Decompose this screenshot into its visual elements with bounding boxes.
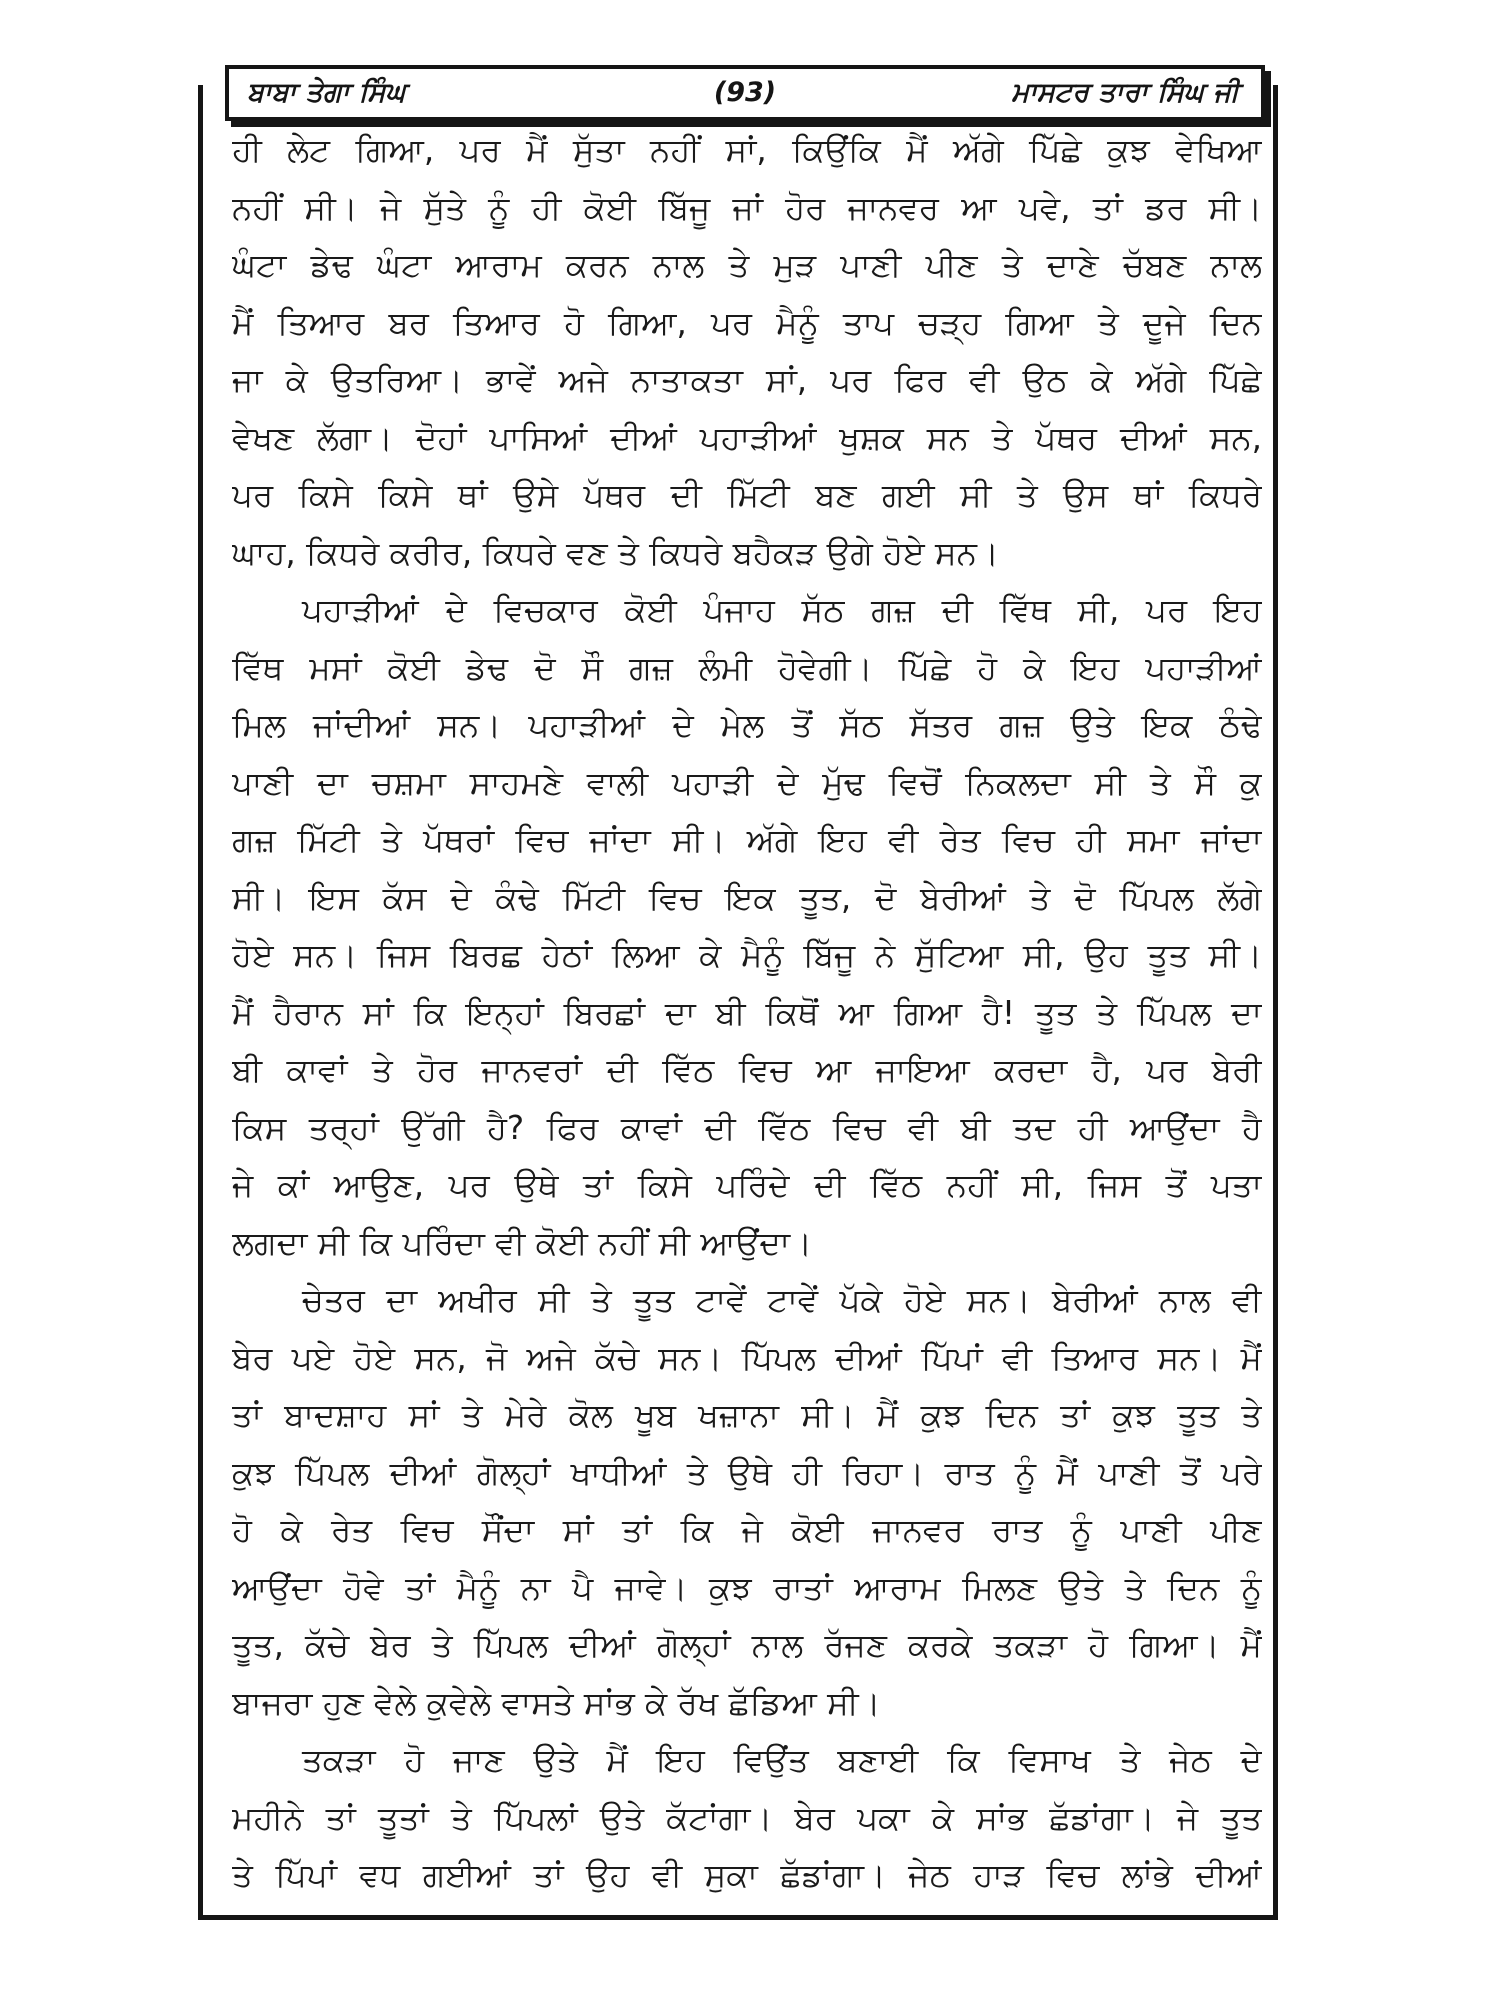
- text-line: ਤਾਂ ਬਾਦਸ਼ਾਹ ਸਾਂ ਤੇ ਮੇਰੇ ਕੋਲ ਖੂਬ ਖਜ਼ਾਨਾ ਸੀ। ਮੈਂ ਕੁਝ ਦਿਨ ਤਾਂ ਕੁਝ ਤੂਤ ਤੇ: [232, 1396, 1262, 1434]
- text-line: ਪਰ ਕਿਸੇ ਕਿਸੇ ਥਾਂ ਉਸੇ ਪੱਥਰ ਦੀ ਮਿੱਟੀ ਬਣ ਗਈ ਸੀ ਤੇ ਉਸ ਥਾਂ ਕਿਧਰੇ: [232, 476, 1262, 514]
- text-line: ਤਕੜਾ ਹੋ ਜਾਣ ਉਤੇ ਮੈਂ ਇਹ ਵਿਉਂਤ ਬਣਾਈ ਕਿ ਵਿਸਾਖ ਤੇ ਜੇਠ ਦੇ: [302, 1741, 1262, 1779]
- text-line: ਆਉਂਦਾ ਹੋਵੇ ਤਾਂ ਮੈਨੂੰ ਨਾ ਪੈ ਜਾਵੇ। ਕੁਝ ਰਾਤਾਂ ਆਰਾਮ ਮਿਲਣ ਉਤੇ ਤੇ ਦਿਨ ਨੂੰ: [232, 1568, 1262, 1607]
- header-author: ਮਾਸਟਰ ਤਾਰਾ ਸਿੰਘ ਜੀ: [1011, 77, 1239, 108]
- text-line: ਕੁਝ ਪਿੱਪਲ ਦੀਆਂ ਗੋਲ੍ਹਾਂ ਖਾਧੀਆਂ ਤੇ ਉਥੇ ਹੀ ਰਿਹਾ। ਰਾਤ ਨੂੰ ਮੈਂ ਪਾਣੀ ਤੋਂ ਪਰੇ: [232, 1453, 1262, 1492]
- text-line: ਮੈਂ ਹੈਰਾਨ ਸਾਂ ਕਿ ਇਨ੍ਹਾਂ ਬਿਰਛਾਂ ਦਾ ਬੀ ਕਿਥੋਂ ਆ ਗਿਆ ਹੈ! ਤੂਤ ਤੇ ਪਿੱਪਲ ਦਾ: [232, 993, 1262, 1032]
- text-line: ਤੇ ਪਿੱਪਾਂ ਵਧ ਗਈਆਂ ਤਾਂ ਉਹ ਵੀ ਸੁਕਾ ਛੱਡਾਂਗਾ। ਜੇਠ ਹਾੜ ਵਿਚ ਲਾਂਭੇ ਦੀਆਂ: [232, 1856, 1262, 1894]
- header-book-title: ਬਾਬਾ ਤੇਗਾ ਸਿੰਘ: [247, 77, 406, 108]
- text-line: ਲਗਦਾ ਸੀ ਕਿ ਪਰਿੰਦਾ ਵੀ ਕੋਈ ਨਹੀਂ ਸੀ ਆਉਂਦਾ।: [232, 1223, 812, 1262]
- text-line: ਮਿਲ ਜਾਂਦੀਆਂ ਸਨ। ਪਹਾੜੀਆਂ ਦੇ ਮੇਲ ਤੋਂ ਸੱਠ ਸੱਤਰ ਗਜ਼ ਉਤੇ ਇਕ ਠੰਢੇ: [232, 706, 1262, 744]
- text-line: ਪਹਾੜੀਆਂ ਦੇ ਵਿਚਕਾਰ ਕੋਈ ਪੰਜਾਹ ਸੱਠ ਗਜ਼ ਦੀ ਵਿੱਥ ਸੀ, ਪਰ ਇਹ: [302, 591, 1262, 629]
- text-line: ਸੀ। ਇਸ ਕੱਸ ਦੇ ਕੰਢੇ ਮਿੱਟੀ ਵਿਚ ਇਕ ਤੂਤ, ਦੋ ਬੇਰੀਆਂ ਤੇ ਦੋ ਪਿੱਪਲ ਲੱਗੇ: [232, 878, 1262, 917]
- text-line: ਚੇਤਰ ਦਾ ਅਖੀਰ ਸੀ ਤੇ ਤੂਤ ਟਾਵੇਂ ਟਾਵੇਂ ਪੱਕੇ ਹੋਏ ਸਨ। ਬੇਰੀਆਂ ਨਾਲ ਵੀ: [302, 1281, 1262, 1319]
- text-line: ਬੀ ਕਾਵਾਂ ਤੇ ਹੋਰ ਜਾਨਵਰਾਂ ਦੀ ਵਿੱਠ ਵਿਚ ਆ ਜਾਇਆ ਕਰਦਾ ਹੈ, ਪਰ ਬੇਰੀ: [232, 1051, 1262, 1089]
- text-line: ਹੀ ਲੇਟ ਗਿਆ, ਪਰ ਮੈਂ ਸੁੱਤਾ ਨਹੀਂ ਸਾਂ, ਕਿਉਂਕਿ ਮੈਂ ਅੱਗੇ ਪਿੱਛੇ ਕੁਝ ਵੇਖਿਆ: [232, 131, 1262, 169]
- text-line: ਵਿੱਥ ਮਸਾਂ ਕੋਈ ਡੇਢ ਦੋ ਸੌ ਗਜ਼ ਲੰਮੀ ਹੋਵੇਗੀ। ਪਿੱਛੇ ਹੋ ਕੇ ਇਹ ਪਹਾੜੀਆਂ: [232, 648, 1262, 687]
- text-line: ਜਾ ਕੇ ਉਤਰਿਆ। ਭਾਵੇਂ ਅਜੇ ਨਾਤਾਕਤਾ ਸਾਂ, ਪਰ ਫਿਰ ਵੀ ਉਠ ਕੇ ਅੱਗੇ ਪਿੱਛੇ: [232, 361, 1262, 399]
- running-header: [225, 65, 1265, 121]
- text-line: ਬੇਰ ਪਏ ਹੋਏ ਸਨ, ਜੋ ਅਜੇ ਕੱਚੇ ਸਨ। ਪਿੱਪਲ ਦੀਆਂ ਪਿੱਪਾਂ ਵੀ ਤਿਆਰ ਸਨ। ਮੈਂ: [232, 1338, 1262, 1377]
- text-line: ਕਿਸ ਤਰ੍ਹਾਂ ਉੱਗੀ ਹੈ? ਫਿਰ ਕਾਵਾਂ ਦੀ ਵਿੱਠ ਵਿਚ ਵੀ ਬੀ ਤਦ ਹੀ ਆਉਂਦਾ ਹੈ: [232, 1108, 1262, 1147]
- text-line: ਪਾਣੀ ਦਾ ਚਸ਼ਮਾ ਸਾਹਮਣੇ ਵਾਲੀ ਪਹਾੜੀ ਦੇ ਮੁੱਢ ਵਿਚੋਂ ਨਿਕਲਦਾ ਸੀ ਤੇ ਸੌ ਕੁ: [232, 763, 1262, 802]
- text-line: ਬਾਜਰਾ ਹੁਣ ਵੇਲੇ ਕੁਵੇਲੇ ਵਾਸਤੇ ਸਾਂਭ ਕੇ ਰੱਖ ਛੱਡਿਆ ਸੀ।: [232, 1683, 881, 1722]
- text-line: ਜੇ ਕਾਂ ਆਉਣ, ਪਰ ਉਥੇ ਤਾਂ ਕਿਸੇ ਪਰਿੰਦੇ ਦੀ ਵਿੱਠ ਨਹੀਂ ਸੀ, ਜਿਸ ਤੋਂ ਪਤਾ: [232, 1166, 1262, 1204]
- text-line: ਮਹੀਨੇ ਤਾਂ ਤੂਤਾਂ ਤੇ ਪਿੱਪਲਾਂ ਉਤੇ ਕੱਟਾਂਗਾ। ਬੇਰ ਪਕਾ ਕੇ ਸਾਂਭ ਛੱਡਾਂਗਾ। ਜੇ ਤੂਤ: [232, 1798, 1262, 1837]
- text-line: ਘੰਟਾ ਡੇਢ ਘੰਟਾ ਆਰਾਮ ਕਰਨ ਨਾਲ ਤੇ ਮੁੜ ਪਾਣੀ ਪੀਣ ਤੇ ਦਾਣੇ ਚੱਬਣ ਨਾਲ: [232, 246, 1262, 284]
- page-number: (93): [713, 77, 777, 108]
- text-line: ਹੋ ਕੇ ਰੇਤ ਵਿਚ ਸੌਂਦਾ ਸਾਂ ਤਾਂ ਕਿ ਜੇ ਕੋਈ ਜਾਨਵਰ ਰਾਤ ਨੂੰ ਪਾਣੀ ਪੀਣ: [232, 1511, 1262, 1549]
- text-line: ਨਹੀਂ ਸੀ। ਜੇ ਸੁੱਤੇ ਨੂੰ ਹੀ ਕੋਈ ਬਿੱਜੂ ਜਾਂ ਹੋਰ ਜਾਨਵਰ ਆ ਪਵੇ, ਤਾਂ ਡਰ ਸੀ।: [232, 188, 1262, 227]
- text-line: ਘਾਹ, ਕਿਧਰੇ ਕਰੀਰ, ਕਿਧਰੇ ਵਣ ਤੇ ਕਿਧਰੇ ਬਹੈਕੜ ਉਗੇ ਹੋਏ ਸਨ।: [232, 533, 999, 572]
- text-line: ਵੇਖਣ ਲੱਗਾ। ਦੋਹਾਂ ਪਾਸਿਆਂ ਦੀਆਂ ਪਹਾੜੀਆਂ ਖੁਸ਼ਕ ਸਨ ਤੇ ਪੱਥਰ ਦੀਆਂ ਸਨ,: [232, 418, 1262, 457]
- text-line: ਮੈਂ ਤਿਆਰ ਬਰ ਤਿਆਰ ਹੋ ਗਿਆ, ਪਰ ਮੈਨੂੰ ਤਾਪ ਚੜ੍ਹ ਗਿਆ ਤੇ ਦੂਜੇ ਦਿਨ: [232, 303, 1262, 342]
- text-line: ਹੋਏ ਸਨ। ਜਿਸ ਬਿਰਛ ਹੇਠਾਂ ਲਿਆ ਕੇ ਮੈਨੂੰ ਬਿੱਜੂ ਨੇ ਸੁੱਟਿਆ ਸੀ, ਉਹ ਤੂਤ ਸੀ।: [232, 936, 1262, 974]
- text-line: ਗਜ਼ ਮਿੱਟੀ ਤੇ ਪੱਥਰਾਂ ਵਿਚ ਜਾਂਦਾ ਸੀ। ਅੱਗੇ ਇਹ ਵੀ ਰੇਤ ਵਿਚ ਹੀ ਸਮਾ ਜਾਂਦਾ: [232, 821, 1262, 859]
- text-line: ਤੂਤ, ਕੱਚੇ ਬੇਰ ਤੇ ਪਿੱਪਲ ਦੀਆਂ ਗੋਲ੍ਹਾਂ ਨਾਲ ਰੱਜਣ ਕਰਕੇ ਤਕੜਾ ਹੋ ਗਿਆ। ਮੈਂ: [232, 1626, 1262, 1664]
- page-body: [232, 122, 1262, 1905]
